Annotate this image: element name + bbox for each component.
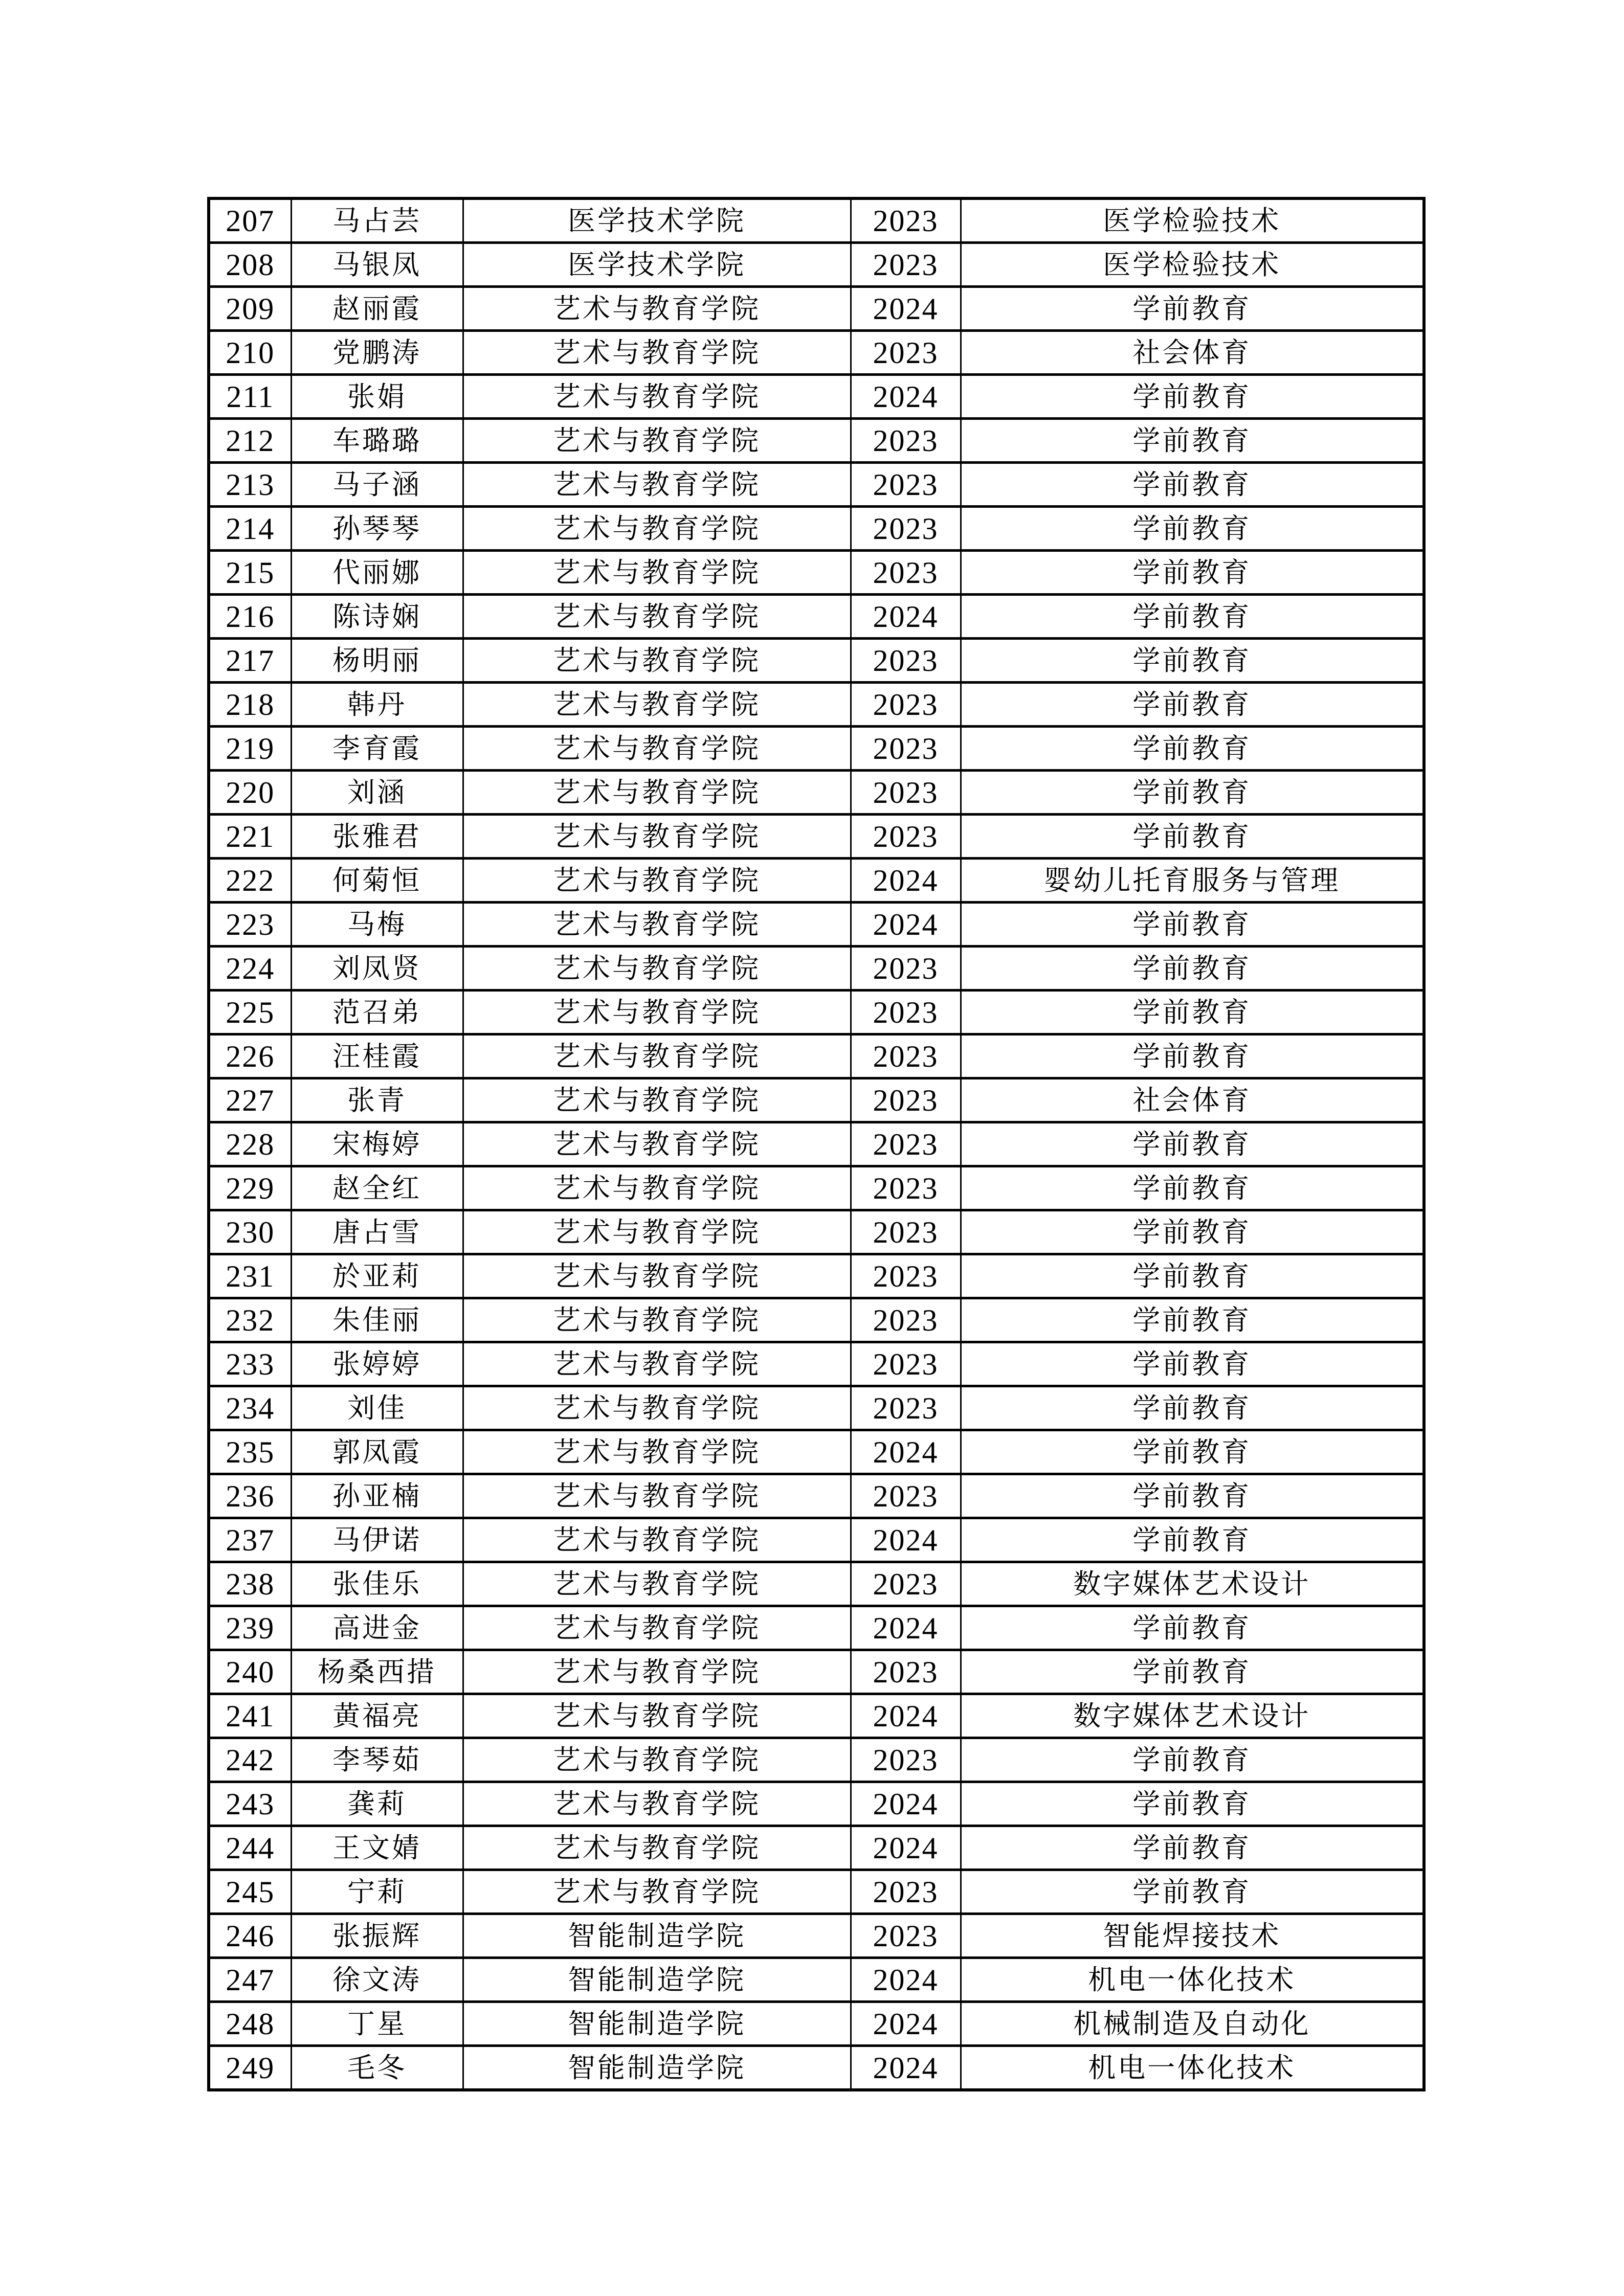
table-row xyxy=(209,2002,1424,2046)
cell-enrollment-year: 2023 xyxy=(851,771,961,815)
cell-student-name: 孙亚楠 xyxy=(291,1474,463,1518)
cell-student-name: 党鹏涛 xyxy=(291,331,463,375)
roster-body xyxy=(209,198,1424,2090)
cell-student-name: 刘涵 xyxy=(291,771,463,815)
cell-student-name: 王文婧 xyxy=(291,1826,463,1870)
cell-major: 婴幼儿托育服务与管理 xyxy=(961,859,1424,903)
cell-enrollment-year: 2024 xyxy=(851,903,961,947)
cell-student-name: 龚莉 xyxy=(291,1782,463,1826)
cell-sequence-number: 214 xyxy=(209,507,291,551)
cell-major: 学前教育 xyxy=(961,947,1424,991)
table-row xyxy=(209,1122,1424,1166)
table-row xyxy=(209,331,1424,375)
cell-sequence-number: 245 xyxy=(209,1870,291,1914)
cell-enrollment-year: 2023 xyxy=(851,1386,961,1430)
table-row xyxy=(209,771,1424,815)
cell-student-name: 代丽娜 xyxy=(291,551,463,595)
cell-major: 智能焊接技术 xyxy=(961,1914,1424,1958)
cell-enrollment-year: 2023 xyxy=(851,507,961,551)
cell-college: 艺术与教育学院 xyxy=(463,551,851,595)
cell-college: 艺术与教育学院 xyxy=(463,463,851,507)
cell-enrollment-year: 2023 xyxy=(851,1298,961,1342)
cell-enrollment-year: 2023 xyxy=(851,463,961,507)
cell-college: 艺术与教育学院 xyxy=(463,1738,851,1782)
cell-enrollment-year: 2023 xyxy=(851,1342,961,1386)
cell-student-name: 张婷婷 xyxy=(291,1342,463,1386)
cell-college: 艺术与教育学院 xyxy=(463,1650,851,1694)
cell-enrollment-year: 2024 xyxy=(851,859,961,903)
cell-enrollment-year: 2024 xyxy=(851,1430,961,1474)
cell-student-name: 马子涵 xyxy=(291,463,463,507)
cell-enrollment-year: 2023 xyxy=(851,1254,961,1298)
cell-major: 学前教育 xyxy=(961,1518,1424,1562)
cell-college: 艺术与教育学院 xyxy=(463,375,851,419)
cell-sequence-number: 224 xyxy=(209,947,291,991)
table-row xyxy=(209,375,1424,419)
cell-sequence-number: 240 xyxy=(209,1650,291,1694)
cell-college: 智能制造学院 xyxy=(463,1958,851,2002)
cell-college: 艺术与教育学院 xyxy=(463,287,851,331)
cell-sequence-number: 234 xyxy=(209,1386,291,1430)
cell-major: 数字媒体艺术设计 xyxy=(961,1562,1424,1606)
cell-student-name: 郭凤霞 xyxy=(291,1430,463,1474)
cell-college: 智能制造学院 xyxy=(463,1914,851,1958)
cell-student-name: 毛冬 xyxy=(291,2046,463,2090)
table-row xyxy=(209,1430,1424,1474)
table-row xyxy=(209,551,1424,595)
cell-student-name: 唐占雪 xyxy=(291,1210,463,1254)
cell-student-name: 张娟 xyxy=(291,375,463,419)
cell-college: 医学技术学院 xyxy=(463,243,851,287)
cell-enrollment-year: 2024 xyxy=(851,595,961,639)
cell-sequence-number: 213 xyxy=(209,463,291,507)
cell-major: 学前教育 xyxy=(961,1034,1424,1078)
cell-enrollment-year: 2023 xyxy=(851,551,961,595)
cell-student-name: 马占芸 xyxy=(291,198,463,243)
cell-college: 医学技术学院 xyxy=(463,198,851,243)
cell-college: 智能制造学院 xyxy=(463,2002,851,2046)
table-row xyxy=(209,1078,1424,1122)
table-row xyxy=(209,639,1424,683)
table-row xyxy=(209,1694,1424,1738)
cell-enrollment-year: 2023 xyxy=(851,727,961,771)
table-row xyxy=(209,1650,1424,1694)
cell-college: 艺术与教育学院 xyxy=(463,1870,851,1914)
cell-major: 社会体育 xyxy=(961,1078,1424,1122)
cell-enrollment-year: 2023 xyxy=(851,991,961,1034)
cell-college: 艺术与教育学院 xyxy=(463,815,851,859)
table-row xyxy=(209,1738,1424,1782)
cell-major: 学前教育 xyxy=(961,771,1424,815)
cell-sequence-number: 232 xyxy=(209,1298,291,1342)
cell-enrollment-year: 2024 xyxy=(851,1826,961,1870)
table-row xyxy=(209,1826,1424,1870)
table-row xyxy=(209,1782,1424,1826)
cell-enrollment-year: 2023 xyxy=(851,419,961,463)
table-row xyxy=(209,1958,1424,2002)
cell-sequence-number: 244 xyxy=(209,1826,291,1870)
table-row xyxy=(209,507,1424,551)
cell-sequence-number: 222 xyxy=(209,859,291,903)
cell-sequence-number: 235 xyxy=(209,1430,291,1474)
cell-student-name: 马银凤 xyxy=(291,243,463,287)
table-row xyxy=(209,287,1424,331)
cell-enrollment-year: 2024 xyxy=(851,2002,961,2046)
cell-major: 学前教育 xyxy=(961,1738,1424,1782)
table-row xyxy=(209,1210,1424,1254)
table-row xyxy=(209,683,1424,727)
cell-major: 学前教育 xyxy=(961,727,1424,771)
cell-enrollment-year: 2023 xyxy=(851,331,961,375)
cell-major: 学前教育 xyxy=(961,1254,1424,1298)
cell-enrollment-year: 2024 xyxy=(851,2046,961,2090)
cell-major: 学前教育 xyxy=(961,1870,1424,1914)
cell-sequence-number: 216 xyxy=(209,595,291,639)
table-row xyxy=(209,1298,1424,1342)
cell-enrollment-year: 2023 xyxy=(851,1562,961,1606)
cell-college: 艺术与教育学院 xyxy=(463,1474,851,1518)
cell-major: 机械制造及自动化 xyxy=(961,2002,1424,2046)
cell-student-name: 徐文涛 xyxy=(291,1958,463,2002)
table-row xyxy=(209,991,1424,1034)
cell-sequence-number: 210 xyxy=(209,331,291,375)
cell-sequence-number: 238 xyxy=(209,1562,291,1606)
cell-sequence-number: 243 xyxy=(209,1782,291,1826)
cell-enrollment-year: 2023 xyxy=(851,1474,961,1518)
cell-major: 学前教育 xyxy=(961,815,1424,859)
table-row xyxy=(209,1034,1424,1078)
cell-student-name: 宁莉 xyxy=(291,1870,463,1914)
table-row xyxy=(209,1166,1424,1210)
cell-major: 机电一体化技术 xyxy=(961,1958,1424,2002)
cell-college: 艺术与教育学院 xyxy=(463,771,851,815)
cell-major: 学前教育 xyxy=(961,683,1424,727)
cell-sequence-number: 241 xyxy=(209,1694,291,1738)
cell-student-name: 杨桑西措 xyxy=(291,1650,463,1694)
cell-major: 学前教育 xyxy=(961,287,1424,331)
cell-major: 学前教育 xyxy=(961,903,1424,947)
cell-enrollment-year: 2023 xyxy=(851,1122,961,1166)
cell-student-name: 宋梅婷 xyxy=(291,1122,463,1166)
cell-major: 学前教育 xyxy=(961,1782,1424,1826)
cell-student-name: 於亚莉 xyxy=(291,1254,463,1298)
cell-enrollment-year: 2023 xyxy=(851,243,961,287)
cell-student-name: 高进金 xyxy=(291,1606,463,1650)
cell-college: 艺术与教育学院 xyxy=(463,1430,851,1474)
cell-student-name: 张佳乐 xyxy=(291,1562,463,1606)
cell-college: 艺术与教育学院 xyxy=(463,1606,851,1650)
cell-student-name: 朱佳丽 xyxy=(291,1298,463,1342)
table-row xyxy=(209,947,1424,991)
cell-major: 数字媒体艺术设计 xyxy=(961,1694,1424,1738)
table-row xyxy=(209,2046,1424,2090)
cell-college: 艺术与教育学院 xyxy=(463,1210,851,1254)
cell-major: 学前教育 xyxy=(961,1166,1424,1210)
table-row xyxy=(209,1914,1424,1958)
cell-enrollment-year: 2023 xyxy=(851,1078,961,1122)
cell-sequence-number: 208 xyxy=(209,243,291,287)
cell-student-name: 范召弟 xyxy=(291,991,463,1034)
cell-student-name: 陈诗娴 xyxy=(291,595,463,639)
cell-sequence-number: 221 xyxy=(209,815,291,859)
cell-major: 学前教育 xyxy=(961,419,1424,463)
cell-college: 艺术与教育学院 xyxy=(463,1342,851,1386)
cell-enrollment-year: 2024 xyxy=(851,375,961,419)
cell-student-name: 马梅 xyxy=(291,903,463,947)
cell-student-name: 车璐璐 xyxy=(291,419,463,463)
cell-college: 艺术与教育学院 xyxy=(463,1298,851,1342)
cell-college: 艺术与教育学院 xyxy=(463,507,851,551)
cell-sequence-number: 223 xyxy=(209,903,291,947)
cell-major: 医学检验技术 xyxy=(961,243,1424,287)
cell-enrollment-year: 2023 xyxy=(851,1034,961,1078)
cell-sequence-number: 242 xyxy=(209,1738,291,1782)
cell-major: 学前教育 xyxy=(961,1474,1424,1518)
cell-sequence-number: 237 xyxy=(209,1518,291,1562)
cell-sequence-number: 239 xyxy=(209,1606,291,1650)
cell-college: 艺术与教育学院 xyxy=(463,1166,851,1210)
cell-major: 学前教育 xyxy=(961,463,1424,507)
cell-college: 艺术与教育学院 xyxy=(463,331,851,375)
cell-major: 学前教育 xyxy=(961,639,1424,683)
cell-sequence-number: 217 xyxy=(209,639,291,683)
cell-sequence-number: 219 xyxy=(209,727,291,771)
cell-enrollment-year: 2023 xyxy=(851,815,961,859)
table-row xyxy=(209,1342,1424,1386)
table-row xyxy=(209,859,1424,903)
student-roster-table xyxy=(207,197,1426,2091)
cell-major: 学前教育 xyxy=(961,375,1424,419)
cell-college: 艺术与教育学院 xyxy=(463,991,851,1034)
cell-college: 艺术与教育学院 xyxy=(463,947,851,991)
table-row xyxy=(209,1254,1424,1298)
table-row xyxy=(209,243,1424,287)
table-row xyxy=(209,815,1424,859)
table-row xyxy=(209,727,1424,771)
cell-college: 艺术与教育学院 xyxy=(463,419,851,463)
table-row xyxy=(209,903,1424,947)
cell-enrollment-year: 2024 xyxy=(851,1606,961,1650)
cell-sequence-number: 209 xyxy=(209,287,291,331)
cell-college: 艺术与教育学院 xyxy=(463,639,851,683)
cell-student-name: 刘佳 xyxy=(291,1386,463,1430)
cell-student-name: 李琴茹 xyxy=(291,1738,463,1782)
cell-enrollment-year: 2023 xyxy=(851,1738,961,1782)
cell-sequence-number: 225 xyxy=(209,991,291,1034)
cell-sequence-number: 230 xyxy=(209,1210,291,1254)
cell-college: 智能制造学院 xyxy=(463,2046,851,2090)
cell-sequence-number: 233 xyxy=(209,1342,291,1386)
cell-major: 机电一体化技术 xyxy=(961,2046,1424,2090)
cell-major: 学前教育 xyxy=(961,1826,1424,1870)
cell-major: 学前教育 xyxy=(961,1650,1424,1694)
cell-major: 学前教育 xyxy=(961,595,1424,639)
cell-enrollment-year: 2024 xyxy=(851,287,961,331)
cell-sequence-number: 236 xyxy=(209,1474,291,1518)
cell-sequence-number: 246 xyxy=(209,1914,291,1958)
cell-sequence-number: 226 xyxy=(209,1034,291,1078)
cell-college: 艺术与教育学院 xyxy=(463,1782,851,1826)
cell-college: 艺术与教育学院 xyxy=(463,1254,851,1298)
table-row xyxy=(209,198,1424,243)
cell-major: 学前教育 xyxy=(961,1122,1424,1166)
cell-major: 学前教育 xyxy=(961,1606,1424,1650)
cell-student-name: 赵全红 xyxy=(291,1166,463,1210)
cell-student-name: 刘凤贤 xyxy=(291,947,463,991)
cell-sequence-number: 249 xyxy=(209,2046,291,2090)
cell-sequence-number: 231 xyxy=(209,1254,291,1298)
cell-sequence-number: 218 xyxy=(209,683,291,727)
cell-college: 艺术与教育学院 xyxy=(463,1386,851,1430)
cell-major: 学前教育 xyxy=(961,991,1424,1034)
cell-enrollment-year: 2024 xyxy=(851,1782,961,1826)
cell-enrollment-year: 2023 xyxy=(851,683,961,727)
cell-student-name: 马伊诺 xyxy=(291,1518,463,1562)
table-row xyxy=(209,1562,1424,1606)
cell-sequence-number: 207 xyxy=(209,198,291,243)
cell-student-name: 李育霞 xyxy=(291,727,463,771)
cell-college: 艺术与教育学院 xyxy=(463,595,851,639)
table-row xyxy=(209,1870,1424,1914)
cell-student-name: 汪桂霞 xyxy=(291,1034,463,1078)
cell-college: 艺术与教育学院 xyxy=(463,1826,851,1870)
cell-student-name: 韩丹 xyxy=(291,683,463,727)
cell-sequence-number: 227 xyxy=(209,1078,291,1122)
cell-college: 艺术与教育学院 xyxy=(463,1518,851,1562)
cell-student-name: 黄福亮 xyxy=(291,1694,463,1738)
cell-college: 艺术与教育学院 xyxy=(463,1122,851,1166)
table-row xyxy=(209,1474,1424,1518)
cell-major: 学前教育 xyxy=(961,1298,1424,1342)
table-row xyxy=(209,419,1424,463)
cell-sequence-number: 212 xyxy=(209,419,291,463)
cell-student-name: 张青 xyxy=(291,1078,463,1122)
cell-student-name: 杨明丽 xyxy=(291,639,463,683)
table-row xyxy=(209,1606,1424,1650)
cell-college: 艺术与教育学院 xyxy=(463,727,851,771)
cell-sequence-number: 220 xyxy=(209,771,291,815)
cell-major: 社会体育 xyxy=(961,331,1424,375)
cell-student-name: 丁星 xyxy=(291,2002,463,2046)
cell-major: 学前教育 xyxy=(961,1430,1424,1474)
cell-student-name: 孙琴琴 xyxy=(291,507,463,551)
cell-enrollment-year: 2023 xyxy=(851,947,961,991)
cell-student-name: 赵丽霞 xyxy=(291,287,463,331)
cell-student-name: 张振辉 xyxy=(291,1914,463,1958)
cell-enrollment-year: 2023 xyxy=(851,639,961,683)
cell-student-name: 张雅君 xyxy=(291,815,463,859)
cell-sequence-number: 248 xyxy=(209,2002,291,2046)
table-row xyxy=(209,1386,1424,1430)
cell-college: 艺术与教育学院 xyxy=(463,1562,851,1606)
cell-major: 学前教育 xyxy=(961,507,1424,551)
cell-major: 学前教育 xyxy=(961,551,1424,595)
cell-major: 学前教育 xyxy=(961,1342,1424,1386)
cell-enrollment-year: 2024 xyxy=(851,1518,961,1562)
cell-college: 艺术与教育学院 xyxy=(463,1078,851,1122)
cell-college: 艺术与教育学院 xyxy=(463,683,851,727)
cell-sequence-number: 215 xyxy=(209,551,291,595)
table-row xyxy=(209,463,1424,507)
cell-sequence-number: 229 xyxy=(209,1166,291,1210)
cell-sequence-number: 228 xyxy=(209,1122,291,1166)
cell-enrollment-year: 2023 xyxy=(851,198,961,243)
cell-college: 艺术与教育学院 xyxy=(463,859,851,903)
cell-enrollment-year: 2023 xyxy=(851,1210,961,1254)
cell-enrollment-year: 2023 xyxy=(851,1650,961,1694)
cell-major: 医学检验技术 xyxy=(961,198,1424,243)
cell-major: 学前教育 xyxy=(961,1386,1424,1430)
cell-sequence-number: 211 xyxy=(209,375,291,419)
cell-sequence-number: 247 xyxy=(209,1958,291,2002)
table-row xyxy=(209,595,1424,639)
cell-enrollment-year: 2024 xyxy=(851,1958,961,2002)
cell-student-name: 何菊恒 xyxy=(291,859,463,903)
cell-college: 艺术与教育学院 xyxy=(463,1694,851,1738)
table-row xyxy=(209,1518,1424,1562)
cell-enrollment-year: 2023 xyxy=(851,1166,961,1210)
cell-major: 学前教育 xyxy=(961,1210,1424,1254)
cell-enrollment-year: 2024 xyxy=(851,1694,961,1738)
cell-college: 艺术与教育学院 xyxy=(463,1034,851,1078)
cell-enrollment-year: 2023 xyxy=(851,1914,961,1958)
cell-college: 艺术与教育学院 xyxy=(463,903,851,947)
cell-enrollment-year: 2023 xyxy=(851,1870,961,1914)
